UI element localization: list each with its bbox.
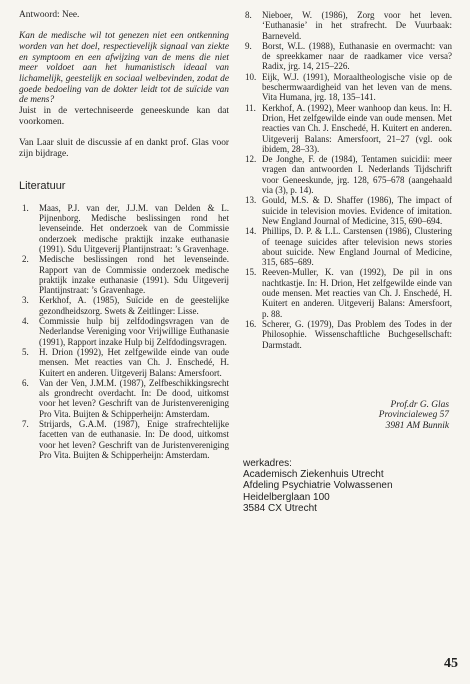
author-name: Prof.dr G. Glas [390,399,449,410]
reference-number: 15. [245,267,257,278]
reference-number: 3. [22,295,29,306]
reference-item [19,316,229,347]
reference-text: Nieboer, W. (1986), Zorg voor het leven. ‘Euthanasie’ in het strafrecht. De Vuurbaak: Barneveld. [262,10,452,41]
reference-number: 5. [22,346,29,357]
reference-number: 1. [22,202,29,213]
author-city: 3981 AM Bunnik [385,420,449,431]
reference-text: De Jonghe, F. de (1984), Tentamen suicidii: meer vragen dan antwoorden I. Nederlands Tijdschrift voor Geneeskunde, jrg. 128, 675–678 (aangehaald via (3), p. 14). [262,154,452,196]
reference-number: 11. [245,102,256,113]
reference-text: Gould, M.S. & D. Shaffer (1986), The impact of suicide in television movies. Evidence of imitation. New England Journal of Medicine, 315, 690–694. [262,195,452,226]
reference-text: Kerkhof, A. (1985), Suïcide en de geestelijke gezondheidszorg. Swets & Zeitlinger: Lisse. [39,295,229,316]
reference-item [19,254,229,295]
reference-text: Commissie hulp bij zelfdodingsvragen van de Nederlandse Vereniging voor Vrijwillige Euthanasie (1991), Rapport inzake Hulp bij Zelfdodingsvragen. [39,316,229,347]
reference-item [19,419,229,460]
work-address-label: werkadres: [243,457,292,469]
left-column [19,10,229,460]
author-street: Provincialeweg 57 [378,410,449,421]
reference-number: 12. [245,154,257,165]
reference-text: Reeven-Muller, K. van (1992), De pil in ons nachtkastje. In: H. Drion, Het zelfgewilde einde van oude mensen. Met reacties van Ch. J. Enschedé, H. Kuitert en anderen. Uitgeverij Balans: Amersfoort, p. 88. [262,267,452,319]
answer-continuation: Juist in de vertechniseerde geneeskunde kan dat voorkomen. [19,105,229,127]
reference-text: Scherer, G. (1979), Das Problem des Todes in der Philosophie. Wissenschaftliche Buchgesellschaft: Darmstadt. [262,318,452,350]
reference-text: Medische beslissingen rond het levenseinde. Rapport van de Commissie onderzoek medische praktijk inzake euthanasie (1991). Sdu Uitgeverij Plantijnstraat: ’s Gravenhage. [39,254,229,296]
reference-number: 8. [245,10,252,20]
reference-item [19,378,229,419]
reference-text: Maas, P.J. van der, J.J.M. van Delden & L. Pijnenborg. Medische beslissingen rond het levenseinde. Het onderzoek van de Commissie onderzoek medische praktijk inzake euthanasie (1991). Sdu Uitgeverij Plantijnstraat: ’s Gravenhage. [39,202,229,254]
reference-text: Borst, W.L. (1988), Euthanasie en overmacht: van de spreekkamer naar de raadkamer vice versa? Radix, jrg. 14, 215–226. [262,40,452,72]
work-address [243,458,452,515]
reference-item [243,72,452,103]
work-address-line: Heidelberglaan 100 [243,491,330,503]
reference-item [243,267,452,318]
reference-item [243,319,452,350]
reference-number: 9. [245,40,252,51]
page-number: 45 [444,656,458,671]
reference-item [243,103,452,154]
reference-item [243,226,452,267]
reference-item [243,195,452,226]
work-address-line: Afdeling Psychiatrie Volwassenen [243,480,393,492]
references-heading: Literatuur [19,180,66,193]
reference-number: 10. [245,71,257,82]
reference-number: 16. [245,318,257,329]
reference-text: Van der Ven, J.M.M. (1987), Zelfbeschikkingsrecht als grondrecht overdacht. In: De dood, uitkomst voor het leven? Geschrift van de Juristenvereniging Pro Vita. Buijten & Schipperheijn: Amsterdam. [39,377,229,419]
reference-item [243,10,452,41]
reference-number: 14. [245,226,257,237]
references-list-right [243,10,452,350]
reference-item [243,41,452,72]
reference-text: Phillips, D. P. & L.L. Carstensen (1986), Clustering of teenage suicides after television news stories about suicide. New England Journal of Medicine, 315, 685–689. [262,226,452,268]
closing-paragraph: Van Laar sluit de discussie af en dankt prof. Glas voor zijn bijdrage. [19,137,229,159]
answer-line: Antwoord: Nee. [19,10,80,20]
references-list-left [19,203,229,460]
work-address-line: 3584 CX Utrecht [243,503,317,515]
reference-number: 7. [22,419,29,430]
reference-number: 6. [22,377,29,388]
right-column [243,10,452,515]
author-signature [243,400,452,432]
reference-number: 13. [245,195,257,206]
reference-item [19,295,229,316]
work-address-line: Academisch Ziekenhuis Utrecht [243,468,384,480]
reference-text: Kerkhof, A. (1992), Meer wanhoop dan keus. In: H. Drion, Het zelfgewilde einde van oude mensen. Met reacties van Ch. J. Enschedé, H. Kuitert en anderen. Uitgeverij Balans: Amersfoort, 21–27 (vgl. ook ibidem, 28–33). [262,102,452,154]
reference-number: 4. [22,316,29,327]
reference-text: Eijk, W.J. (1991), Moraaltheologische visie op de beschermwaardigheid van het leven van de mens. Vita Humana, jrg. 18, 135–141. [262,71,452,103]
question-paragraph: Kan de medische wil tot genezen niet een ontkenning worden van het doel, respectievelijk signaal van ziekte en symptoom en een afwijzing van de mens die niet meer voldoet aan het humanistisch ideaal van lichamelijk, geestelijk en sociaal welbevinden, zodat de goede bedoeling van de dokter leidt tot de suïcide van de mens? [19,31,229,106]
reference-text: H. Drion (1992), Het zelfgewilde einde van oude mensen. Met reacties van Ch. J. Enschedé, H. Kuitert en anderen. Uitgeverij Balans: Amersfoort. [39,346,229,378]
reference-item [243,154,452,195]
reference-item [19,203,229,254]
reference-number: 2. [22,254,29,265]
reference-text: Strijards, G.A.M. (1987), Enige strafrechtelijke facetten van de euthanasie. In: De dood, uitkomst voor het leven? Geschrift van de Juristenvereniging Pro Vita. Buijten & Schipperheijn: Amsterdam. [39,419,229,460]
reference-item [19,347,229,378]
